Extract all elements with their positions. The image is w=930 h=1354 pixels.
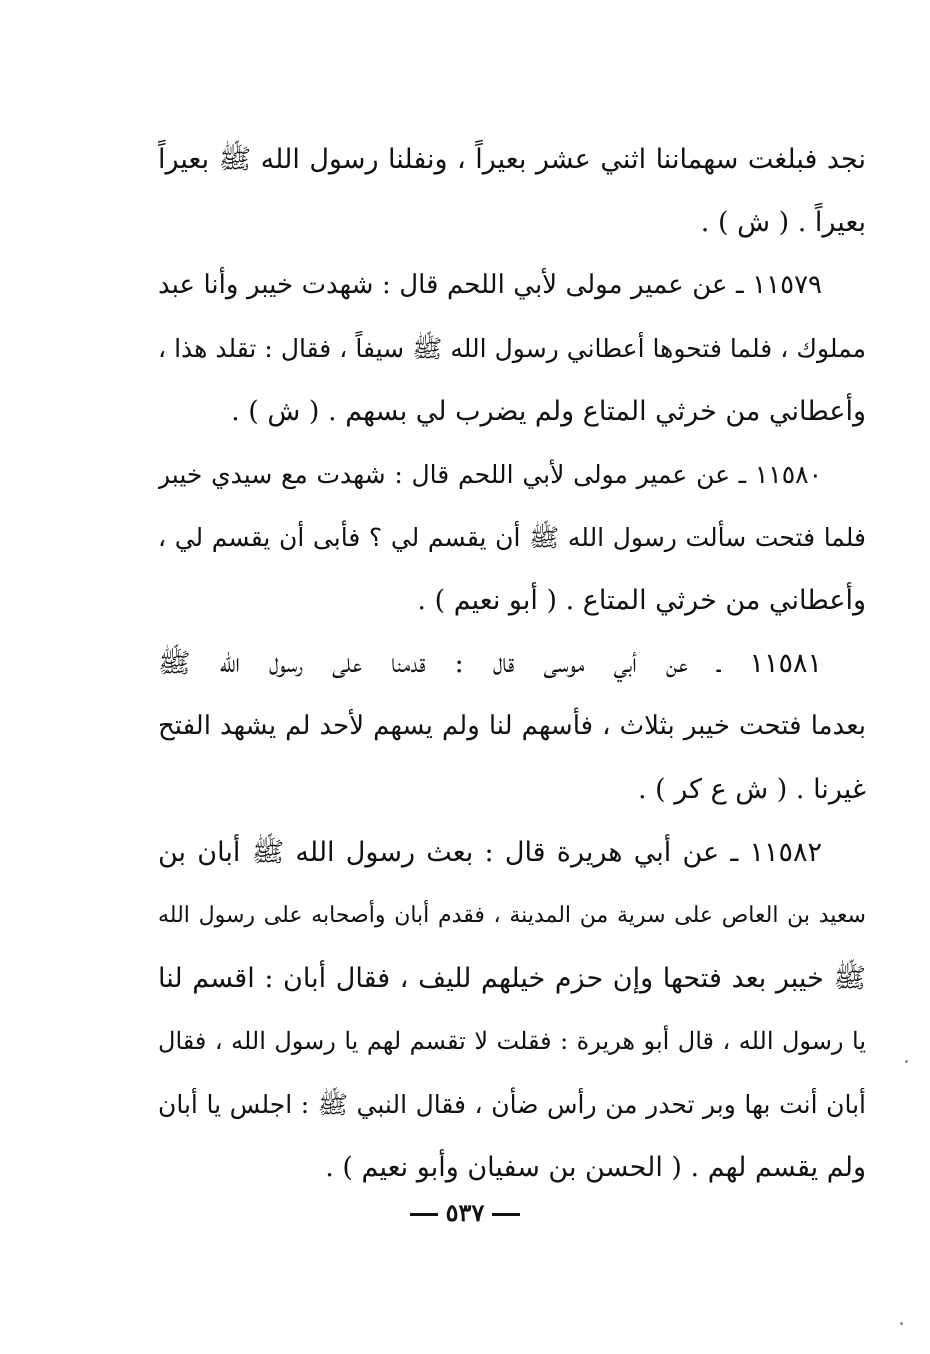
folio-dash (492, 1213, 520, 1216)
text-line: بعيراً . ( ش ) . (700, 207, 866, 238)
text-line: غيرنا . ( ش ع كر ) . (637, 774, 866, 805)
text-line: وأعطاني من خرثي المتاع . ( أبو نعيم ) . (417, 585, 866, 616)
hadith-text-block (158, 128, 866, 1199)
hadith-11582-line: ١١٥٨٢ ـ عن أبي هريرة قال : بعث رسول الله ﷺ أبان بن (158, 837, 822, 868)
hadith-11580-line: ١١٥٨٠ ـ عن عمير مولى لأبي اللحم قال : شهدت مع سيدي خيبر (158, 460, 822, 489)
text-line: نجد فبلغت سهماننا اثني عشر بعيراً ، ونفلنا رسول الله ﷺ بعيراً (158, 144, 866, 175)
text-line: ﷺ خيبر بعد فتحها وإن حزم خيلهم لليف ، فقال أبان : اقسم لنا (158, 963, 866, 994)
text-line: سعيد بن العاص على سرية من المدينة ، فقدم أبان وأصحابه على رسول الله (158, 903, 866, 928)
hadith-11581-line: ١١٥٨١ ـ عن أبي موسى قال : قدمنا على رسول الله ﷺ (158, 648, 822, 679)
text-line: مملوك ، فلما فتحوها أعطاني رسول الله ﷺ سيفاً ، فقال : تقلد هذا ، (158, 334, 866, 363)
page-number-value: ٥٣٧ (445, 1198, 485, 1227)
scan-speck (900, 1322, 903, 1325)
text-line: أبان أنت بها وبر تحدر من رأس ضأن ، فقال النبي ﷺ : اجلس يا أبان (158, 1090, 866, 1119)
text-line: يا رسول الله ، قال أبو هريرة : فقلت لا تقسم لهم يا رسول الله ، فقال (158, 1027, 866, 1055)
text-line: فلما فتحت سألت رسول الله ﷺ أن يقسم لي ؟ فأبى أن يقسم لي ، (158, 523, 866, 552)
text-line: ولم يقسم لهم . ( الحسن بن سفيان وأبو نعيم ) . (325, 1152, 866, 1183)
scan-speck (905, 1060, 908, 1063)
text-line: وأعطاني من خرثي المتاع ولم يضرب لي بسهم . ( ش ) . (231, 396, 866, 427)
page-number (0, 1198, 930, 1227)
text-line: بعدما فتحت خيبر بثلاث ، فأسهم لنا ولم يسهم لأحد لم يشهد الفتح (158, 711, 866, 741)
folio-dash (410, 1213, 438, 1216)
hadith-11579-line: ١١٥٧٩ ـ عن عمير مولى لأبي اللحم قال : شهدت خيبر وأنا عبد (158, 270, 822, 300)
